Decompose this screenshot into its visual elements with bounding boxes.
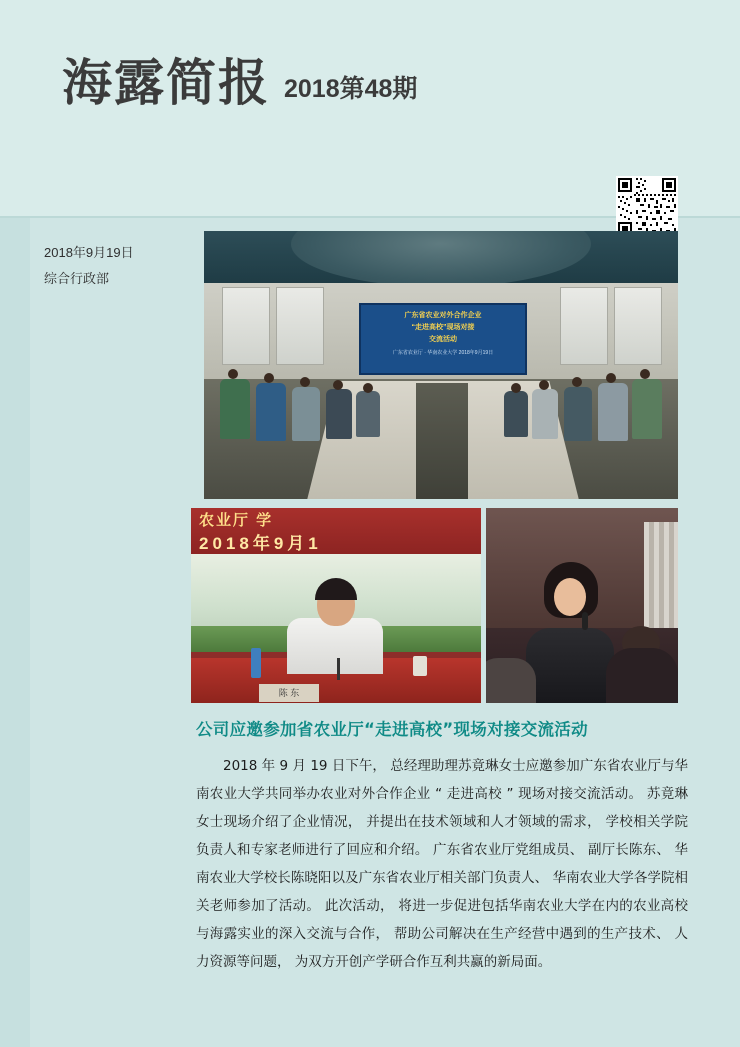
photo-woman-body <box>526 628 614 703</box>
photo-microphone <box>337 658 340 680</box>
photo-water-bottle <box>251 648 261 678</box>
issue-label: 2018第48期 <box>284 75 418 103</box>
photo-attendee-head <box>640 369 650 379</box>
photo-attendee-head <box>363 383 373 393</box>
banner-line-2: 2018年9月1 <box>199 534 322 553</box>
photo-attendee <box>220 379 250 439</box>
screen-line-4: 广东省农业厅 · 华南农业大学 2018年9月19日 <box>392 350 494 356</box>
photo-attendee-head <box>228 369 238 379</box>
photo-attendee <box>598 383 628 441</box>
banner-line-1: 农业厅 学 <box>199 512 274 529</box>
article-body: 2018 年 9 月 19 日下午， 总经理助理苏竟琳女士应邀参加广东省农业厅与华南农业大学共同举办农业对外合作企业 “ 走进高校 ” 现场对接交流活动。 苏竟琳女士现场介绍了企业情况， 并提出在技术领域和人才领域的需求， 学校相关学院负责人和专家老师进行了回应和介绍。 广东省农业厅党组成员、 副厅长陈东、 华南农业大学校长陈晓阳以及广东省农业厅相关部门负责人、 华南农业大学各学院相关老师参加了活动。 此次活动， 将进一步促进包括华南农业大学在内的农业高校与海露实业的深入交流与合作， 帮助公司解决在生产经营中遇到的生产技术、 人力资源等问题， 为双方开创产学研合作互利共赢的新局面。 <box>196 758 688 970</box>
photo-attendee-head <box>264 373 274 383</box>
photo-ceiling-arch <box>291 231 591 287</box>
photo-attendee-head <box>606 373 616 383</box>
photo-attendee-head <box>333 380 343 390</box>
qr-code-icon <box>616 176 678 238</box>
photo-attendee-head <box>572 377 582 387</box>
projection-screen <box>359 303 527 375</box>
speaker-at-podium-photo <box>191 508 481 703</box>
photo-window <box>276 287 324 365</box>
article-headline: 公司应邀参加省农业厅“走进高校”现场对接交流活动 <box>196 720 588 739</box>
photo-window <box>614 287 662 365</box>
masthead <box>62 54 418 112</box>
photo-cup <box>413 656 427 676</box>
issuing-department: 综合行政部 <box>44 271 110 286</box>
photo-attendee <box>256 383 286 441</box>
photo-attendee-head <box>300 377 310 387</box>
photo-center-aisle <box>416 383 468 499</box>
photo-attendee <box>504 391 528 437</box>
screen-line-2: “走进高校”现场对接 <box>411 324 475 331</box>
photo-attendee-head <box>511 383 521 393</box>
woman-speaking-photo <box>486 508 678 703</box>
photo-attendee <box>486 658 536 703</box>
screen-line-3: 交流活动 <box>429 336 457 343</box>
issue-date: 2018年9月19日 <box>44 245 134 260</box>
photo-attendee <box>632 379 662 439</box>
masthead-title: 海露简报 <box>62 54 270 112</box>
photo-curtain <box>644 522 678 628</box>
photo-window <box>560 287 608 365</box>
photo-window <box>222 287 270 365</box>
photo-microphone <box>582 612 588 630</box>
photo-red-banner <box>191 508 481 554</box>
photo-attendee <box>292 387 320 441</box>
photo-attendee-head <box>539 380 549 390</box>
photo-attendee <box>326 389 352 439</box>
photo-ceiling <box>204 231 678 289</box>
photo-attendee <box>606 648 678 703</box>
photo-attendee <box>564 387 592 441</box>
photo-attendee <box>356 391 380 437</box>
photo-speaker-body <box>287 618 383 674</box>
conference-room-photo <box>204 231 678 499</box>
photo-nameplate: 陈 东 <box>259 684 319 702</box>
screen-line-1: 广东省农业对外合作企业 <box>404 312 482 319</box>
photo-attendee <box>532 389 558 439</box>
meta-block <box>44 240 134 292</box>
photo-woman-face <box>554 578 586 616</box>
